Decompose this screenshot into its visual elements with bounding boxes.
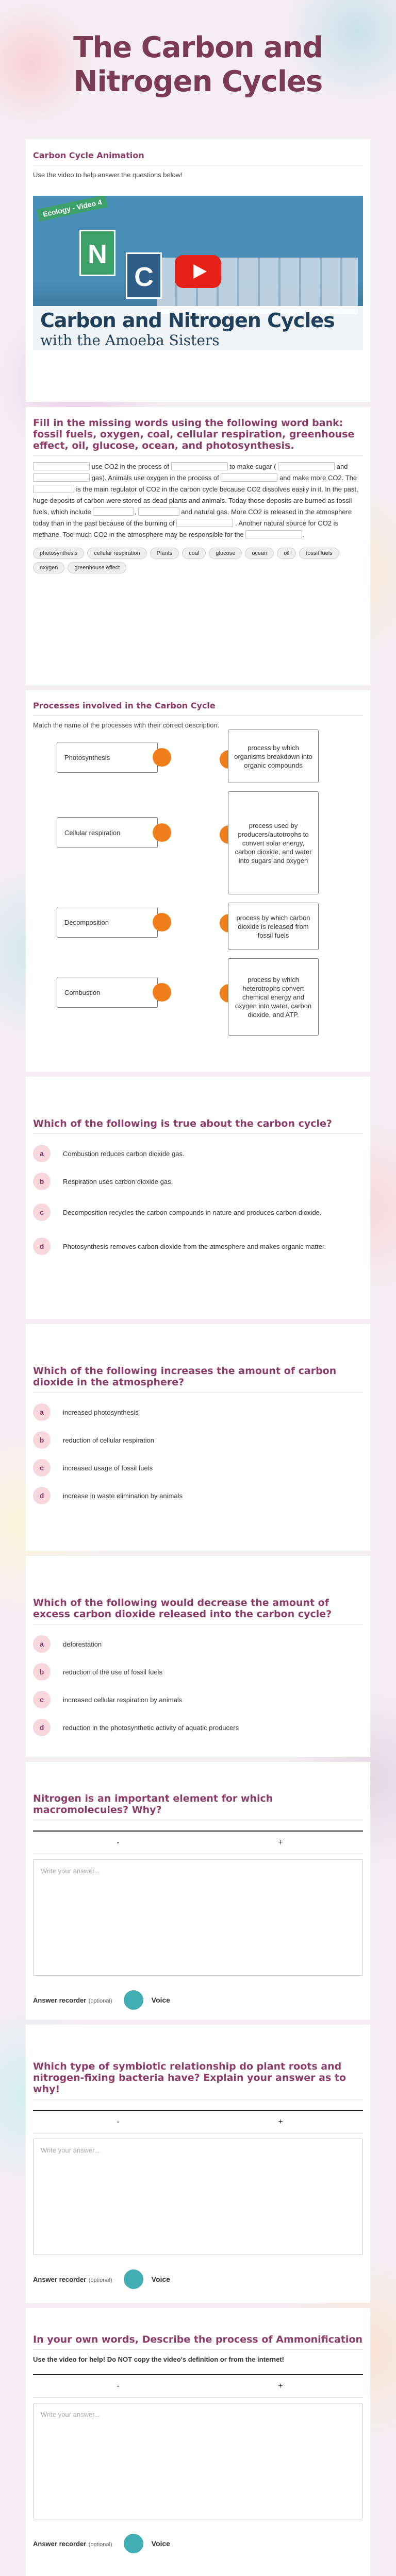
option-c[interactable]: c increased usage of fossil fuels xyxy=(33,1458,363,1478)
option-d[interactable]: d increase in waste elimination by animals xyxy=(33,1485,363,1506)
video-player[interactable] xyxy=(33,196,363,350)
question-1-card xyxy=(26,1077,370,1319)
fill-in-heading: Fill in the missing words using the following word bank: fossil fuels, oxygen, coal, cellular respiration, greenhouse effect, oil, glucose, ocean, and photosynthesis. xyxy=(33,417,355,451)
page-title: The Carbon and Nitrogen Cycles xyxy=(73,31,323,98)
word-chip[interactable]: coal xyxy=(182,548,206,559)
answer-textarea[interactable]: Write your answer... xyxy=(33,2403,363,2519)
answer-recorder: Answer recorder (optional) Voice xyxy=(33,2534,363,2553)
fill-in-passage: use CO2 in the process of to make sugar ( and gas). Animals use oxygen in the process of and make more CO2. The is the main regulator of CO2 in the carbon cycle because CO2 dissolves easily in it. In the past, huge deposits of carbon were stored as dead plants and animals. Today those deposits are burned as fossil fuels, which include , and natural gas. More CO2 is released in the atmosphere today than in the past because of the burning of . Another natural source for CO2 is methane. Too much CO2 in the atmosphere may be responsible for the . xyxy=(33,463,358,538)
answer-toolbar xyxy=(33,1831,363,1854)
blank-10[interactable] xyxy=(245,530,302,538)
matching-card xyxy=(26,690,370,1072)
option-b[interactable]: b Respiration uses carbon dioxide gas. xyxy=(33,1171,363,1192)
answer-toolbar xyxy=(33,2374,363,2398)
word-chip[interactable]: ocean xyxy=(245,548,274,559)
match-item-combustion[interactable]: Combustion xyxy=(57,977,158,1008)
decrease-button[interactable]: - xyxy=(117,1838,120,1847)
word-chip[interactable]: greenhouse effect xyxy=(68,562,126,573)
answer-toolbar xyxy=(33,2110,363,2133)
matching-instruction: Match the name of the processes with their correct description. xyxy=(33,721,220,729)
option-c[interactable]: c Decomposition recycles the carbon compounds in nature and produces carbon dioxide. xyxy=(33,1199,363,1226)
question-6-subheading: Use the video for help! Do NOT copy the video's definition or from the internet! xyxy=(33,2355,285,2363)
option-c[interactable]: c increased cellular respiration by animals xyxy=(33,1689,363,1710)
voice-label: Voice xyxy=(151,2275,170,2283)
decrease-button[interactable]: - xyxy=(117,2117,120,2126)
matching-heading: Processes involved in the Carbon Cycle xyxy=(33,701,216,710)
question-2-heading: Which of the following increases the amount of carbon dioxide in the atmosphere? xyxy=(33,1365,337,1388)
match-connector[interactable] xyxy=(153,748,171,767)
increase-button[interactable]: + xyxy=(278,2381,283,2391)
blank-3[interactable] xyxy=(278,462,335,470)
video-instruction: Use the video to help answer the questions below! xyxy=(33,171,183,179)
word-chip[interactable]: oil xyxy=(277,548,296,559)
video-caption-title: Carbon and Nitrogen Cycles xyxy=(40,309,335,332)
blank-4[interactable] xyxy=(33,473,90,482)
blank-1[interactable] xyxy=(33,462,90,470)
word-chip[interactable]: fossil fuels xyxy=(299,548,339,559)
microphone-icon[interactable] xyxy=(124,2269,143,2289)
option-a[interactable]: a Combustion reduces carbon dioxide gas. xyxy=(33,1143,363,1164)
video-heading: Carbon Cycle Animation xyxy=(33,150,144,160)
option-a[interactable]: a increased photosynthesis xyxy=(33,1402,363,1422)
play-icon[interactable] xyxy=(175,255,221,288)
question-3-card xyxy=(26,1556,370,1757)
video-caption-subtitle: with the Amoeba Sisters xyxy=(40,332,220,349)
answer-recorder: Answer recorder (optional) Voice xyxy=(33,1990,363,2010)
word-chip[interactable]: cellular respiration xyxy=(87,548,146,559)
increase-button[interactable]: + xyxy=(278,2117,283,2126)
question-5-heading: Which type of symbiotic relationship do plant roots and nitrogen-fixing bacteria have? Explain your answer as to why! xyxy=(33,2061,346,2095)
word-chip[interactable]: Plants xyxy=(150,548,179,559)
question-6-heading: In your own words, Describe the process of Ammonification xyxy=(33,2334,363,2345)
blank-9[interactable] xyxy=(176,519,233,527)
option-d[interactable]: d reduction in the photosynthetic activity of aquatic producers xyxy=(33,1717,363,1738)
match-connector[interactable] xyxy=(153,983,171,1002)
option-a[interactable]: a deforestation xyxy=(33,1634,363,1654)
question-3-heading: Which of the following would decrease the amount of excess carbon dioxide released into the carbon cycle? xyxy=(33,1597,332,1620)
option-b[interactable]: b reduction of the use of fossil fuels xyxy=(33,1662,363,1682)
option-d[interactable]: d Photosynthesis removes carbon dioxide from the atmosphere and makes organic matter. xyxy=(33,1233,363,1260)
match-description[interactable]: process by which organisms breakdown into organic compounds xyxy=(228,730,319,783)
match-description[interactable]: process by which carbon dioxide is released from fossil fuels xyxy=(228,903,319,950)
blank-7[interactable] xyxy=(93,507,134,516)
microphone-icon[interactable] xyxy=(124,2534,143,2553)
nitrogen-tile: N xyxy=(79,230,116,276)
answer-textarea[interactable]: Write your answer... xyxy=(33,1859,363,1976)
decrease-button[interactable]: - xyxy=(117,2381,120,2391)
video-card xyxy=(26,139,370,402)
match-item-decomposition[interactable]: Decomposition xyxy=(57,907,158,938)
microphone-icon[interactable] xyxy=(124,1990,143,2010)
question-5-card xyxy=(26,2025,370,2303)
word-chip[interactable]: oxygen xyxy=(33,562,64,573)
title-banner xyxy=(0,0,396,129)
blank-2[interactable] xyxy=(171,462,228,470)
blank-8[interactable] xyxy=(138,507,179,516)
question-1-heading: Which of the following is true about the carbon cycle? xyxy=(33,1118,332,1129)
match-item-photosynthesis[interactable]: Photosynthesis xyxy=(57,742,158,773)
word-bank xyxy=(33,548,363,573)
question-2-card xyxy=(26,1324,370,1551)
match-item-cellular-respiration[interactable]: Cellular respiration xyxy=(57,817,158,848)
answer-textarea[interactable]: Write your answer... xyxy=(33,2139,363,2255)
match-description[interactable]: process used by producers/autotrophs to convert solar energy, carbon dioxide, and water into sugars and oxygen xyxy=(228,791,319,894)
answer-recorder: Answer recorder (optional) Voice xyxy=(33,2269,363,2289)
option-b[interactable]: b reduction of cellular respiration xyxy=(33,1430,363,1450)
carbon-tile: C xyxy=(126,252,162,299)
match-connector[interactable] xyxy=(153,913,171,931)
word-chip[interactable]: glucose xyxy=(209,548,242,559)
match-connector[interactable] xyxy=(153,823,171,842)
match-description[interactable]: process by which heterotrophs convert chemical energy and oxygen into water, carbon dioxide, and ATP. xyxy=(228,958,319,1036)
word-chip[interactable]: photosynthesis xyxy=(33,548,84,559)
question-6-card xyxy=(26,2308,370,2576)
fill-in-card xyxy=(26,407,370,685)
voice-label: Voice xyxy=(151,1996,170,2004)
question-4-card xyxy=(26,1762,370,2020)
blank-6[interactable] xyxy=(33,485,74,493)
question-4-heading: Nitrogen is an important element for which macromolecules? Why? xyxy=(33,1793,273,1816)
video-badge: Ecology - Video 4 xyxy=(37,196,108,222)
blank-5[interactable] xyxy=(221,473,277,482)
voice-label: Voice xyxy=(151,2539,170,2548)
increase-button[interactable]: + xyxy=(278,1838,283,1847)
